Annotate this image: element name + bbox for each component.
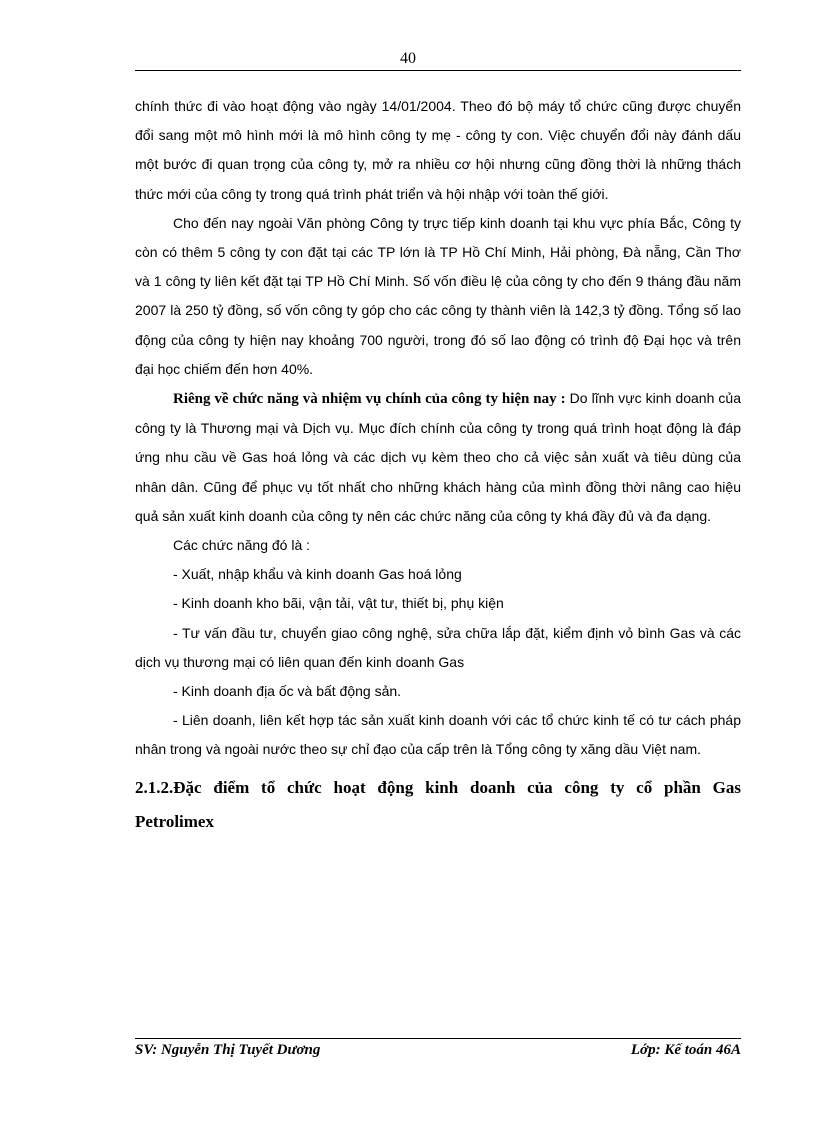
functions-lead-bold: Riêng về chức năng và nhiệm vụ chính của công ty hiện nay : <box>173 391 566 408</box>
list-item: - Kinh doanh địa ốc và bất động sản. <box>173 683 402 700</box>
footer <box>135 1042 741 1059</box>
footer-divider <box>135 1038 741 1039</box>
footer-student: SV: Nguyễn Thị Tuyết Dương <box>135 1042 321 1058</box>
list-item: - Tư vấn đầu tư, chuyển giao công nghệ, sửa chữa lắp đặt, kiểm định vỏ bình Gas và các dịch vụ thương mại có liên quan đến kinh doanh Gas <box>135 624 741 670</box>
functions-intro: Các chức năng đó là : <box>173 537 311 554</box>
paragraph: chính thức đi vào hoạt động vào ngày 14/01/2004. Theo đó bộ máy tổ chức cũng được chuyển đổi sang một mô hình mới là mô hình công ty mẹ - công ty con. Việc chuyển đổi này đánh dấu một bước đi quan trọng của công ty, mở ra nhiều cơ hội nhưng cũng đồng thời là những thách thức mới của công ty trong quá trình phát triển và hội nhập với toàn thế giới. <box>135 98 741 202</box>
functions-paragraph <box>135 384 741 531</box>
section-heading: 2.1.2.Đặc điểm tổ chức hoạt động kinh doanh của công ty cổ phần Gas Petrolimex <box>135 777 741 831</box>
footer-class: Lớp: Kế toán 46A <box>630 1042 741 1058</box>
page-number: 40 <box>400 50 416 67</box>
list-item: - Kinh doanh kho bãi, vận tải, vật tư, thiết bị, phụ kiện <box>173 595 504 612</box>
paragraph: Cho đến nay ngoài Văn phòng Công ty trực tiếp kinh doanh tại khu vực phía Bắc, Công ty còn có thêm 5 công ty con đặt tại các TP lớn là TP Hồ Chí Minh, Hải phòng, Đà nẵng, Cần Thơ và 1 công ty liên kết đặt tại TP Hồ Chí Minh. Số vốn điều lệ của công ty cho đến 9 tháng đầu năm 2007 là 250 tỷ đồng, số vốn công ty góp cho các công ty thành viên là 142,3 tỷ đồng. Tổng số lao động của công ty hiện nay khoảng 700 người, trong đó số lao động có trình độ Đại học và trên đại học chiếm đến hơn 40%. <box>135 214 741 377</box>
header-divider <box>135 70 741 71</box>
document-body <box>135 92 741 839</box>
list-item: - Liên doanh, liên kết hợp tác sản xuất kinh doanh với các tổ chức kinh tế có tư cách pháp nhân trong và ngoài nước theo sự chỉ đạo của cấp trên là Tổng công ty xăng dầu Việt nam. <box>135 712 741 758</box>
functions-lead-text: Do lĩnh vực kinh doanh của công ty là Thương mại và Dịch vụ. Mục đích chính của công ty trong quá trình hoạt động là đáp ứng nhu cầu về Gas hoá lỏng và các dịch vụ kèm theo cho cả việc sản xuất và tiêu dùng của nhân dân. Cũng để phục vụ tốt nhất cho những khách hàng của mình đồng thời nâng cao hiệu quả sản xuất kinh doanh của công ty nên các chức năng của công ty khá đầy đủ và đa dạng. <box>135 390 741 524</box>
list-item: - Xuất, nhập khẩu và kinh doanh Gas hoá lỏng <box>173 566 462 583</box>
